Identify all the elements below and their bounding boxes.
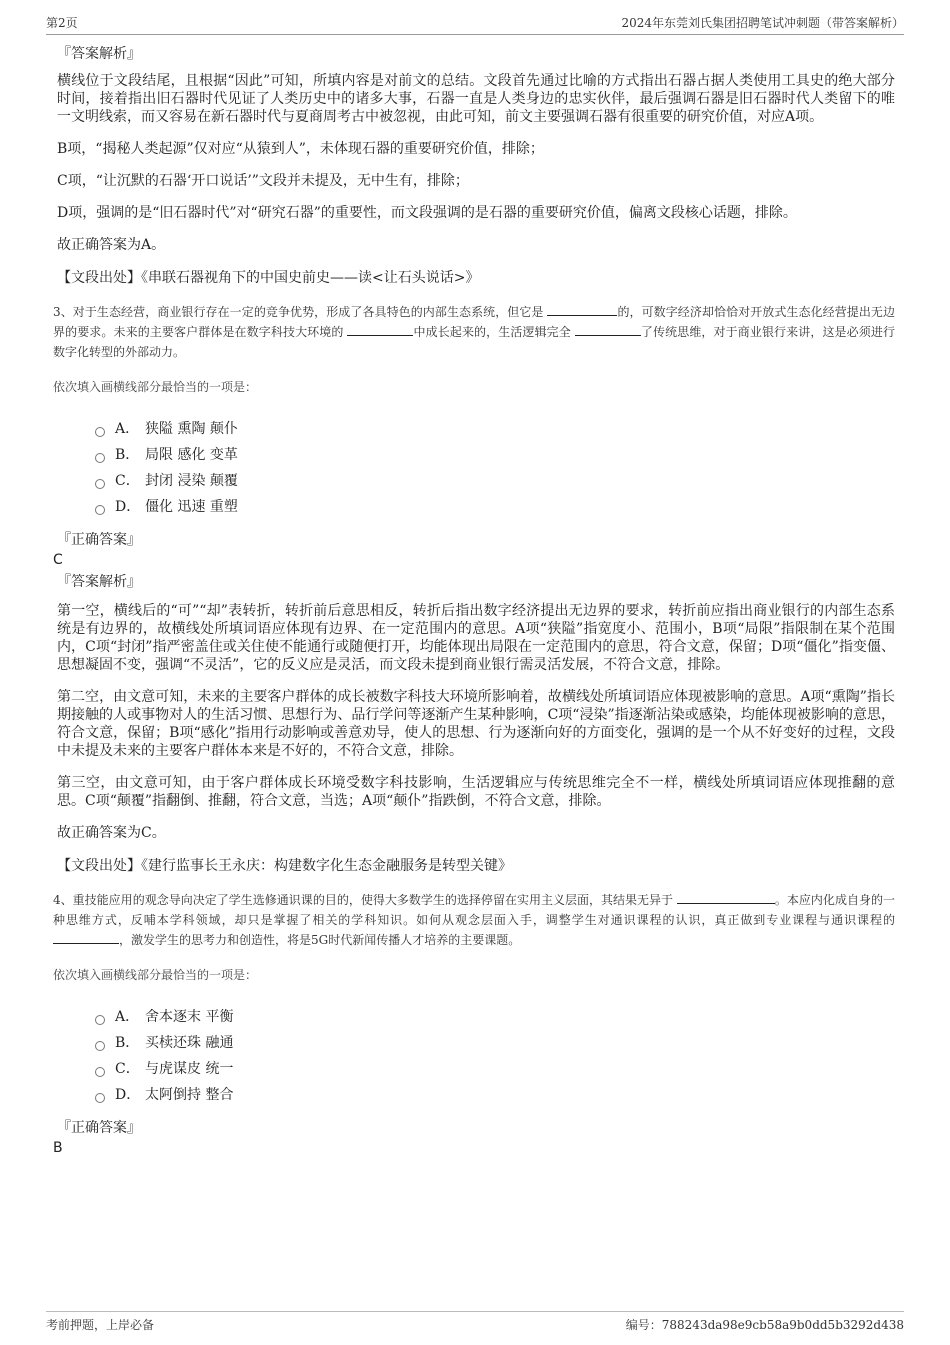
option-d[interactable] <box>95 494 895 520</box>
option-c[interactable] <box>95 468 895 494</box>
radio-icon[interactable] <box>95 453 105 463</box>
stem-text: ，激发学生的思考力和创造性，将是5G时代新闻传播人才培养的主要课题。 <box>119 933 521 947</box>
fill-blank <box>575 322 641 336</box>
radio-icon[interactable] <box>95 1041 105 1051</box>
question-stem <box>53 302 895 362</box>
stem-text: 的，可数字经济却恰恰对开放式生态化经营提出无边界的要求。未来的主要客户群体是在数字科技大环境的 <box>53 305 895 339</box>
radio-icon[interactable] <box>95 1093 105 1103</box>
question-prompt: 依次填入画横线部分最恰当的一项是： <box>53 968 258 982</box>
option-list <box>95 1004 895 1108</box>
correct-answer: C <box>53 552 63 568</box>
stem-text: 了传统思维，对于商业银行来讲，这是必须进行数字化转型的外部动力。 <box>53 325 895 359</box>
analysis-paragraph: B项，“揭秘人类起源”仅对应“从猿到人”，未体现石器的重要研究价值，排除； <box>57 141 544 157</box>
option-letter: B． <box>115 447 140 463</box>
option-text: 买椟还珠 融通 <box>145 1035 234 1051</box>
page-content <box>53 44 895 1160</box>
option-text: 僵化 迅速 重塑 <box>145 499 238 515</box>
option-d[interactable] <box>95 1082 895 1108</box>
analysis-paragraph: D项，强调的是“旧石器时代”对“研究石器”的重要性，而文段强调的是石器的重要研究价值，偏离文段核心话题，排除。 <box>57 205 797 221</box>
option-letter: A． <box>115 421 140 437</box>
analysis-paragraph: 第一空，横线后的“可”“却”表转折，转折前后意思相反，转折后指出数字经济提出无边界的要求，转折前应指出商业银行的内部生态系统是有边界的，故横线处所填词语应体现有边界、在一定范围内的意思。A项“狭隘”指宽度小、范围小，B项“局限”指限制在某个范围内，C项“封闭”指严密盖住或关住使不能通行或随便打开，均能体现出局限在一定范围内的意思，符合文意，保留；D项“僵化”指变僵、思想凝固不变，强调“不灵活”，它的反义应是灵活，而文段未提到商业银行需灵活发展，不符合文意，排除。 <box>57 603 895 673</box>
page-number: 第2页 <box>46 16 78 30</box>
option-text: 太阿倒持 整合 <box>145 1087 234 1103</box>
option-a[interactable] <box>95 416 895 442</box>
source-citation: 【文段出处】《串联石器视角下的中国史前史——读<让石头说话>》 <box>57 270 480 286</box>
analysis-paragraph: 故正确答案为A。 <box>57 237 166 253</box>
option-text: 封闭 浸染 颠覆 <box>145 473 238 489</box>
source-citation: 【文段出处】《建行监事长王永庆：构建数字化生态金融服务是转型关键》 <box>57 858 512 874</box>
fill-blank <box>677 890 775 904</box>
correct-answer-label: 『正确答案』 <box>57 532 141 548</box>
option-text: 与虎谋皮 统一 <box>145 1061 234 1077</box>
question-2-analysis <box>57 44 895 288</box>
analysis-paragraph: 第二空，由文意可知，未来的主要客户群体的成长被数字科技大环境所影响着，故横线处所填词语应体现被影响的意思。A项“熏陶”指长期接触的人或事物对人的生活习惯、思想行为、品行学问等逐渐产生某种影响，C项“浸染”指逐渐沾染或感染，均能体现被影响的意思，符合文意，保留；B项“感化”指用行动影响或善意劝导，使人的思想、行为逐渐向好的方面变化，强调的是一个从不好变好的过程，文段中未提及未来的主要客户群体本来是不好的，不符合文意，排除。 <box>57 689 895 759</box>
option-letter: C． <box>115 1061 140 1077</box>
analysis-paragraph: C项，“让沉默的石器‘开口说话’”文段并未提及，无中生有，排除； <box>57 173 469 189</box>
radio-icon[interactable] <box>95 1067 105 1077</box>
page-header <box>46 10 904 35</box>
fill-blank <box>547 302 617 316</box>
stem-text: 4、重技能应用的观念导向决定了学生选修通识课的目的，使得大多数学生的选择停留在实用主义层面，其结果无异于 <box>53 893 677 907</box>
question-prompt: 依次填入画横线部分最恰当的一项是： <box>53 380 258 394</box>
question-3 <box>53 302 895 876</box>
analysis-label: 『答案解析』 <box>57 46 141 62</box>
option-text: 舍本逐末 平衡 <box>145 1009 234 1025</box>
option-a[interactable] <box>95 1004 895 1030</box>
option-text: 狭隘 熏陶 颠仆 <box>145 421 238 437</box>
analysis-paragraph: 故正确答案为C。 <box>57 825 166 841</box>
radio-icon[interactable] <box>95 505 105 515</box>
analysis-paragraph: 第三空，由文意可知，由于客户群体成长环境受数字科技影响，生活逻辑应与传统思维完全不一样，横线处所填词语应体现推翻的意思。C项“颠覆”指翻倒、推翻，符合文意，当选；A项“颠仆”指跌倒，不符合文意，排除。 <box>57 775 895 809</box>
option-letter: C． <box>115 473 140 489</box>
analysis-paragraph: 横线位于文段结尾，且根据“因此”可知，所填内容是对前文的总结。文段首先通过比喻的方式指出石器占据人类使用工具史的绝大部分时间，接着指出旧石器时代见证了人类历史中的诸多大事，石器一直是人类身边的忠实伙伴，最后强调石器是旧石器时代人类留下的唯一文明线索，而又容易在新石器时代与夏商周考古中被忽视，由此可知，前文主要强调石器有很重要的研究价值，对应A项。 <box>57 73 895 125</box>
option-c[interactable] <box>95 1056 895 1082</box>
option-list <box>95 416 895 520</box>
radio-icon[interactable] <box>95 427 105 437</box>
option-letter: D． <box>115 1087 141 1103</box>
option-letter: D． <box>115 499 141 515</box>
question-stem <box>53 890 895 950</box>
option-letter: A． <box>115 1009 140 1025</box>
option-letter: B． <box>115 1035 140 1051</box>
question-4 <box>53 890 895 1158</box>
correct-answer: B <box>53 1140 63 1156</box>
footer-slogan: 考前押题，上岸必备 <box>46 1318 155 1332</box>
option-b[interactable] <box>95 1030 895 1056</box>
stem-text: 中成长起来的，生活逻辑完全 <box>413 325 575 339</box>
stem-text: 。本应内化成自身的一种思维方式，反哺本学科领域，却只是掌握了相关的学科知识。如何从观念层面入手，调整学生对通识课程的认识，真正做到专业课程与通识课程的 <box>53 893 895 927</box>
document-title: 2024年东莞刘氏集团招聘笔试冲刺题（带答案解析） <box>621 16 904 30</box>
analysis-label: 『答案解析』 <box>57 574 141 590</box>
document-id: 编号：788243da98e9cb58a9b0dd5b3292d438 <box>625 1318 904 1332</box>
radio-icon[interactable] <box>95 1015 105 1025</box>
option-b[interactable] <box>95 442 895 468</box>
fill-blank <box>347 322 413 336</box>
stem-text: 3、对于生态经营，商业银行存在一定的竞争优势，形成了各具特色的内部生态系统，但它是 <box>53 305 548 319</box>
option-text: 局限 感化 变革 <box>145 447 238 463</box>
radio-icon[interactable] <box>95 479 105 489</box>
correct-answer-label: 『正确答案』 <box>57 1120 141 1136</box>
page-footer <box>46 1311 904 1332</box>
fill-blank <box>53 930 119 944</box>
